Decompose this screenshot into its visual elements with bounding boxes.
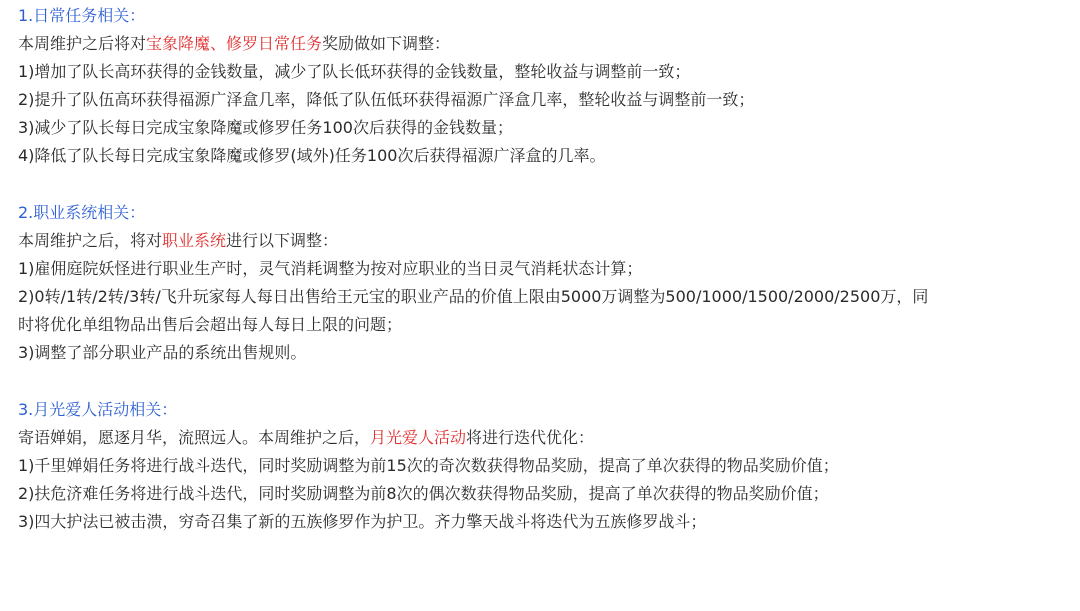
section-heading-moonlight-event: 3.月光爱人活动相关： [18, 400, 178, 419]
intro-text: 将进行迭代优化： [466, 428, 595, 447]
intro-highlight: 月光爱人活动 [370, 428, 467, 447]
list-item: 2)提升了队伍高环获得福源广泽盒几率，降低了队伍低环获得福源广泽盒几率，整轮收益与调整前一致； [18, 90, 755, 109]
intro-text: 本周维护之后将对 [18, 34, 147, 53]
intro-text: 奖励做如下调整： [322, 34, 451, 53]
section-intro-profession-system [18, 227, 1068, 255]
list-item: 2)0转/1转/2转/3转/飞升玩家每人每日出售给王元宝的职业产品的价值上限由5000万调整为500/1000/1500/2000/2500万，同 [18, 287, 929, 306]
intro-text: 本周维护之后，将对 [18, 231, 163, 250]
list-item: 1)千里婵娟任务将进行战斗迭代，同时奖励调整为前15次的奇次数获得物品奖励，提高了单次获得的物品奖励价值； [18, 456, 839, 475]
list-item: 2)扶危济难任务将进行战斗迭代，同时奖励调整为前8次的偶次数获得物品奖励，提高了单次获得的物品奖励价值； [18, 484, 829, 503]
section-intro-moonlight-event [18, 424, 1068, 452]
list-item: 4)降低了队长每日完成宝象降魔或修罗(域外)任务100次后获得福源广泽盒的几率。 [18, 146, 606, 165]
list-item: 时将优化单组物品出售后会超出每人每日上限的问题； [18, 315, 403, 334]
section-intro-daily-tasks [18, 30, 1068, 58]
intro-highlight: 宝象降魔、修罗日常任务 [146, 34, 323, 53]
section-heading-profession-system: 2.职业系统相关： [18, 203, 146, 222]
intro-text: 寄语婵娟，愿逐月华，流照远人。本周维护之后， [18, 428, 371, 447]
list-item: 1)雇佣庭院妖怪进行职业生产时，灵气消耗调整为按对应职业的当日灵气消耗状态计算； [18, 259, 643, 278]
section-spacer [18, 170, 1068, 199]
list-item: 3)调整了部分职业产品的系统出售规则。 [18, 343, 307, 362]
list-item: 3)减少了队长每日完成宝象降魔或修罗任务100次后获得的金钱数量； [18, 118, 513, 137]
section-heading-daily-tasks: 1.日常任务相关： [18, 6, 146, 25]
list-item: 3)四大护法已被击溃，穷奇召集了新的五族修罗作为护卫。齐力擎天战斗将迭代为五族修罗战斗； [18, 512, 707, 531]
intro-text: 进行以下调整： [226, 231, 339, 250]
intro-highlight: 职业系统 [162, 231, 227, 250]
list-item: 1)增加了队长高环获得的金钱数量，减少了队长低环获得的金钱数量，整轮收益与调整前一致； [18, 62, 691, 81]
section-spacer [18, 367, 1068, 396]
article-body [18, 2, 1068, 536]
